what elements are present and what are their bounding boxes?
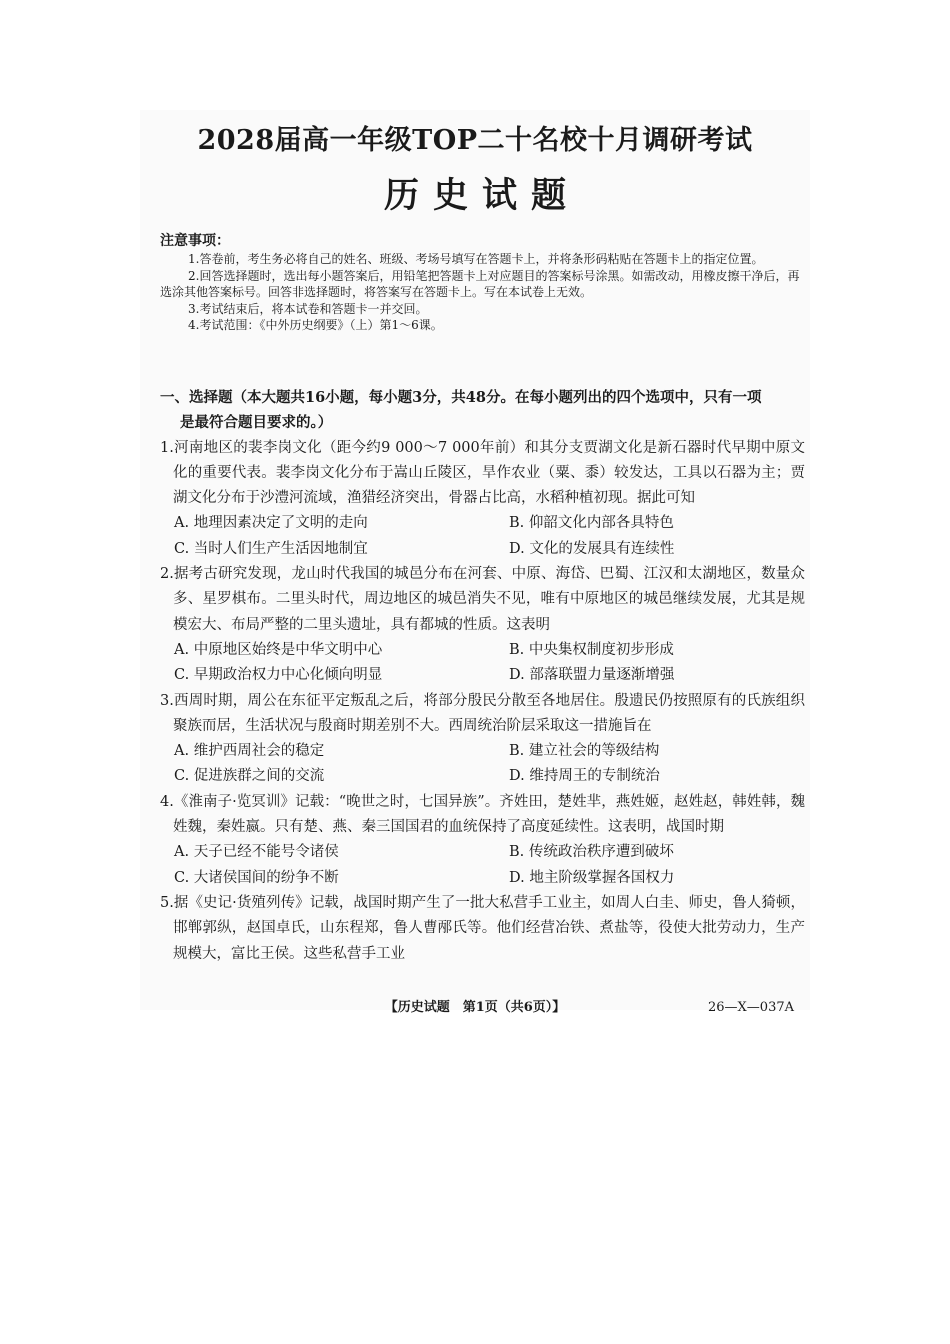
question-stem: 3.西周时期，周公在东征平定叛乱之后，将部分殷民分散至各地居住。殷遗民仍按照原有的氏族组织聚族而居，生活状况与殷商时期差别不大。西周统治阶层采取这一措施旨在 [160, 692, 805, 734]
option-b: B. 传统政治秩序遭到破坏 [509, 844, 674, 861]
question-4 [160, 790, 805, 891]
notice-item: 4.考试范围：《中外历史纲要》（上）第1～6课。 [188, 318, 443, 332]
notice-list [160, 251, 800, 334]
option-d: D. 部落联盟力量逐渐增强 [509, 667, 675, 684]
notice-item: 2.回答选择题时，选出每小题答案后，用铅笔把答题卡上对应题目的答案标号涂黑。如需改动，用橡皮擦干净后，再选涂其他答案标号。回答非选择题时，将答案写在答题卡上。写在本试卷上无效。 [160, 268, 800, 299]
section-heading-line: 一、选择题（本大题共16小题，每小题3分，共48分。在每小题列出的四个选项中，只有一项 [160, 389, 762, 406]
option-c: C. 早期政治权力中心化倾向明显 [174, 667, 383, 684]
notice-item: 3.考试结束后，将本试卷和答题卡一并交回。 [188, 301, 428, 316]
option-b: B. 中央集权制度初步形成 [509, 641, 674, 658]
question-2 [160, 562, 805, 688]
option-c: C. 大诸侯国间的纷争不断 [174, 869, 339, 886]
question-3 [160, 689, 805, 790]
question-stem: 2.据考古研究发现，龙山时代我国的城邑分布在河套、中原、海岱、巴蜀、江汉和太湖地区，数量众多、星罗棋布。二里头时代，周边地区的城邑消失不见，唯有中原地区的城邑继续发展，尤其是规模宏大、布局严整的二里头遗址，具有都城的性质。这表明 [160, 566, 805, 633]
notice-item: 1.答卷前，考生务必将自己的姓名、班级、考场号填写在答题卡上，并将条形码粘贴在答题卡上的指定位置。 [188, 252, 764, 266]
section-heading-line: 是最符合题目要求的。） [180, 414, 333, 432]
option-list [160, 511, 805, 562]
page-number-label: 【历史试题 第1页（共6页）】 [384, 1000, 566, 1015]
option-list [160, 638, 805, 689]
option-d: D. 文化的发展具有连续性 [509, 540, 675, 557]
question-section [160, 385, 805, 967]
exam-code: 26—X—037A [708, 1000, 794, 1015]
question-stem: 5.据《史记·货殖列传》记载，战国时期产生了一批大私营手工业主，如周人白圭、师史，鲁人猗顿，邯郸郭纵，赵国卓氏，山东程郑，鲁人曹邴氏等。他们经营冶铁、煮盐等，役使大批劳动力，生产规模大，富比王侯。这些私营手工业 [160, 894, 805, 962]
notice-heading: 注意事项： [160, 233, 230, 249]
option-list [160, 840, 805, 891]
question-stem: 1.河南地区的裴李岗文化（距今约9 000～7 000年前）和其分支贾湖文化是新石器时代早期中原文化的重要代表。裴李岗文化分布于嵩山丘陵区，旱作农业（粟、黍）较发达，工具以石器为主；贾湖文化分布于沙澧河流域，渔猎经济突出，骨器占比高，水稻种植初现。据此可知 [160, 439, 805, 507]
option-b: B. 仰韶文化内部各具特色 [509, 515, 674, 532]
section-heading [160, 385, 805, 436]
option-d: D. 地主阶级掌握各国权力 [509, 869, 675, 886]
option-list [160, 739, 805, 790]
subject-title: 历史试题 [383, 175, 580, 216]
question-stem: 4.《淮南子·览冥训》记载：“晚世之时，七国异族”。齐姓田，楚姓芈，燕姓姬，赵姓赵，韩姓韩，魏姓魏，秦姓嬴。只有楚、燕、秦三国国君的血统保持了高度延续性。这表明，战国时期 [160, 793, 805, 836]
option-c: C. 当时人们生产生活因地制宜 [174, 540, 368, 557]
option-c: C. 促进族群之间的交流 [174, 768, 325, 785]
exam-title: 2028届高一年级TOP二十名校十月调研考试 [197, 125, 753, 156]
question-1 [160, 436, 805, 562]
option-d: D. 维持周王的专制统治 [509, 768, 660, 785]
option-a: A. 天子已经不能号令诸侯 [174, 844, 339, 861]
question-5 [160, 891, 805, 967]
option-b: B. 建立社会的等级结构 [509, 743, 660, 760]
option-a: A. 地理因素决定了文明的走向 [174, 515, 368, 532]
option-a: A. 维护西周社会的稳定 [174, 743, 325, 760]
option-a: A. 中原地区始终是中华文明中心 [174, 641, 383, 658]
page-footer [140, 997, 810, 1019]
